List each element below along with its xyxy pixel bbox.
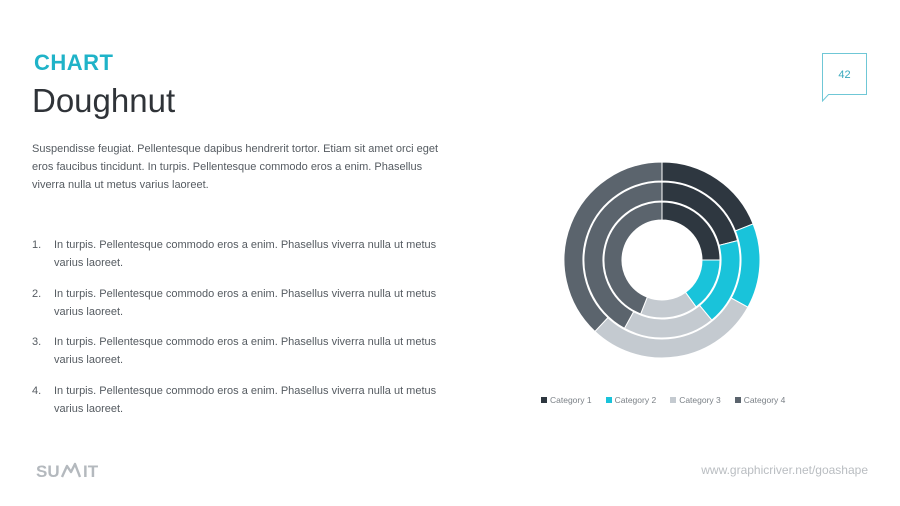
svg-text:IT: IT <box>83 462 99 481</box>
list-item-number: 2. <box>32 287 42 300</box>
legend-swatch <box>541 397 547 403</box>
legend-label: Category 3 <box>679 395 721 405</box>
list-item-number: 3. <box>32 336 42 348</box>
list-item-number: 1. <box>32 239 42 251</box>
legend-swatch <box>670 397 676 403</box>
legend-item <box>670 395 721 405</box>
list-item-text: In turpis. Pellentesque commodo eros a enim. Phasellus viverra nulla ut metus varius laoreet. <box>54 287 437 318</box>
legend-swatch <box>735 397 741 403</box>
legend-item <box>541 395 592 405</box>
legend-label: Category 1 <box>550 395 592 405</box>
intro-paragraph: Suspendisse feugiat. Pellentesque dapibus hendrerit tortor. Etiam sit amet orci eget eros faucibus tincidunt. In turpis. Pellentesque commodo eros a enim. Phasellus viverra nulla ut metus varius laoreet. <box>32 143 439 191</box>
list-item <box>32 285 444 321</box>
list-item-text: In turpis. Pellentesque commodo eros a enim. Phasellus viverra nulla ut metus varius laoreet. <box>54 239 437 269</box>
list-item-number: 4. <box>32 384 42 397</box>
list-item <box>32 236 444 272</box>
footer-url: www.graphicriver.net/goashape <box>701 463 868 477</box>
slide-kicker: CHART <box>34 50 114 75</box>
list-item <box>32 382 444 418</box>
legend-item <box>606 395 657 405</box>
list-item-text: In turpis. Pellentesque commodo eros a enim. Phasellus viverra nulla ut metus varius laoreet. <box>54 384 437 415</box>
page-number-badge <box>822 53 867 95</box>
summit-logo <box>36 460 108 482</box>
legend-item <box>735 395 786 405</box>
legend-label: Category 4 <box>743 395 786 405</box>
speech-tail-icon <box>822 94 836 102</box>
list-item-text: In turpis. Pellentesque commodo eros a enim. Phasellus viverra nulla ut metus varius laoreet. <box>54 336 437 366</box>
chart-legend <box>541 395 785 405</box>
slide-title: Doughnut <box>32 82 176 119</box>
page-number: 42 <box>838 69 851 81</box>
legend-label: Category 2 <box>614 395 657 405</box>
doughnut-chart <box>530 140 790 390</box>
svg-text:SU: SU <box>36 462 60 481</box>
list-item <box>32 333 444 369</box>
legend-swatch <box>606 397 612 403</box>
numbered-list <box>32 236 444 430</box>
